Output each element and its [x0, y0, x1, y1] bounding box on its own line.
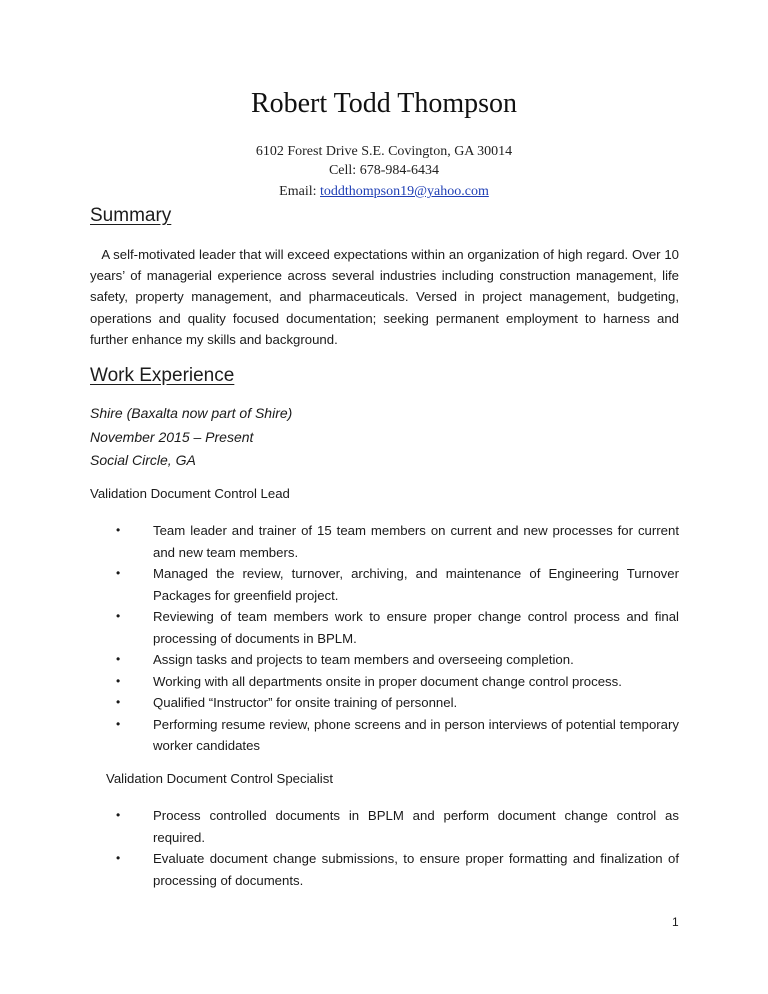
list-item: • Team leader and trainer of 15 team members on current and new processes for current and new team members. [0, 520, 679, 563]
bullet-icon: • [116, 609, 121, 623]
role-title: Validation Document Control Specialist [106, 771, 333, 786]
email-label: Email: [279, 184, 320, 199]
list-item: • Managed the review, turnover, archiving, and maintenance of Engineering Turnover Packages for greenfield project. [0, 563, 679, 606]
work-experience-heading: Work Experience [90, 365, 235, 386]
employment-location: Social Circle, GA [90, 452, 196, 468]
bullet-icon: • [116, 851, 121, 865]
bullet-icon: • [116, 716, 121, 731]
email-link[interactable]: toddthompson19@yahoo.com [320, 184, 489, 199]
list-item: • Qualified “Instructor” for onsite training of personnel. [0, 692, 679, 714]
bullet-icon: • [116, 673, 121, 688]
bullet-icon: • [116, 808, 121, 822]
employment-dates: November 2015 – Present [90, 429, 254, 445]
list-item: • Process controlled documents in BPLM and perform document change control as required. [0, 805, 679, 848]
role-duties-list [0, 805, 768, 891]
list-item: • Assign tasks and projects to team members and overseeing completion. [0, 649, 679, 671]
list-item: • Working with all departments onsite in proper document change control process. [0, 671, 679, 693]
role-duties-list [0, 520, 768, 757]
summary-text: A self-motivated leader that will exceed expectations within an organization of high regard. Over 10 years’ of managerial experience across several industries including construction management, life safety, property management, and pharmaceuticals. Versed in project management, budgeting, operations and quality focused documentation; seeking permanent employment to harness and further enhance my skills and background. [90, 247, 679, 347]
page-number: 1 [672, 915, 679, 929]
bullet-icon: • [116, 652, 121, 666]
address: 6102 Forest Drive S.E. Covington, GA 30014 [255, 144, 513, 159]
bullet-icon: • [116, 523, 121, 537]
summary-heading: Summary [90, 205, 172, 226]
role-title: Validation Document Control Lead [90, 486, 290, 501]
candidate-name: Robert Todd Thompson [250, 88, 518, 119]
bullet-icon: • [116, 695, 121, 709]
employer-name: Shire (Baxalta now part of Shire) [90, 405, 293, 421]
list-item: • Reviewing of team members work to ensure proper change control process and final processing of documents in BPLM. [0, 606, 679, 649]
list-item: • Performing resume review, phone screens and in person interviews of potential temporary worker candidates [0, 714, 679, 757]
bullet-icon: • [116, 566, 121, 580]
email-line [0, 184, 768, 200]
cell-phone: Cell: 678-984-6434 [328, 163, 440, 178]
list-item: • Evaluate document change submissions, to ensure proper formatting and finalization of processing of documents. [0, 848, 679, 891]
